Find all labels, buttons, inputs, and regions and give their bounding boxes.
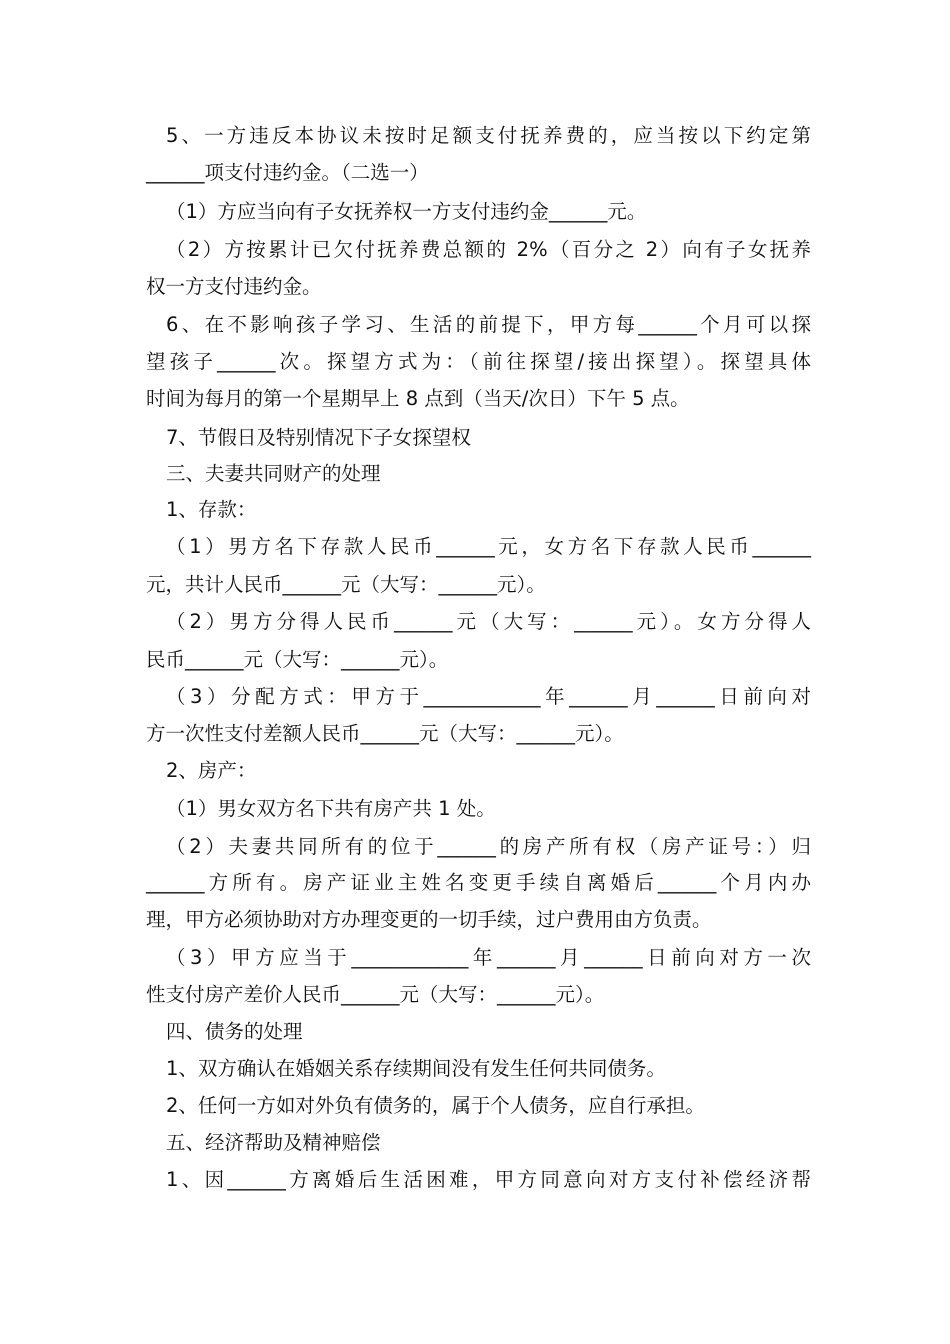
paragraph-line: 权一方支付违约金。 [146, 275, 322, 298]
paragraph-line: （1）男女双方名下共有房产共 1 处。 [166, 797, 496, 820]
paragraph-line: 望孩子______次。探望方式为：（前往探望/接出探望）。探望具体 [146, 350, 811, 373]
paragraph-line: （2）男方分得人民币______元（大写：______元）。女方分得人 [166, 610, 811, 633]
paragraph-line: 方一次性支付差额人民币______元（大写：______元）。 [146, 722, 624, 745]
paragraph-line: 性支付房产差价人民币______元（大写：______元）。 [146, 983, 605, 1006]
paragraph-line: （2）夫妻共同所有的位于______的房产所有权（房产证号：）归 [166, 835, 811, 858]
paragraph-line: ______项支付违约金。（二选一） [146, 161, 429, 184]
paragraph-line: （1）男方名下存款人民币______元，女方名下存款人民币______ [166, 535, 811, 558]
paragraph-line: 6、在不影响孩子学习、生活的前提下，甲方每______个月可以探 [166, 313, 811, 336]
paragraph-line: 民币______元（大写：______元）。 [146, 648, 449, 671]
paragraph-line: 1、双方确认在婚姻关系存续期间没有发生任何共同债务。 [166, 1057, 666, 1080]
section-heading: 五、经济帮助及精神赔偿 [166, 1131, 381, 1154]
paragraph-line: 元，共计人民币______元（大写：______元）。 [146, 573, 546, 596]
paragraph-line: 2、任何一方如对外负有债务的，属于个人债务，应自行承担。 [166, 1094, 705, 1117]
paragraph-line: （3）分配方式：甲方于____________年______月______日前向对 [166, 685, 811, 708]
section-heading: 7、节假日及特别情况下子女探望权 [166, 426, 471, 449]
paragraph-line: 5、一方违反本协议未按时足额支付抚养费的，应当按以下约定第 [166, 124, 811, 147]
section-heading: 1、存款： [166, 498, 257, 521]
section-heading: 三、夫妻共同财产的处理 [166, 462, 381, 485]
paragraph-line: （3）甲方应当于____________年______月______日前向对方一次 [166, 946, 811, 969]
paragraph-line: （2）方按累计已欠付抚养费总额的 2%（百分之 2）向有子女抚养 [166, 238, 811, 261]
paragraph-line: 1、因______方离婚后生活困难，甲方同意向对方支付补偿经济帮 [166, 1168, 811, 1191]
section-heading: 2、房产： [166, 759, 257, 782]
paragraph-line: 理，甲方必须协助对方办理变更的一切手续，过户费用由方负责。 [146, 908, 712, 931]
section-heading: 四、债务的处理 [166, 1020, 303, 1043]
paragraph-line: ______方所有。房产证业主姓名变更手续自离婚后______个月内办 [146, 871, 811, 894]
paragraph-line: （1）方应当向有子女抚养权一方支付违约金______元。 [166, 200, 647, 223]
paragraph-line: 时间为每月的第一个星期早上 8 点到（当天/次日）下午 5 点。 [146, 387, 690, 410]
